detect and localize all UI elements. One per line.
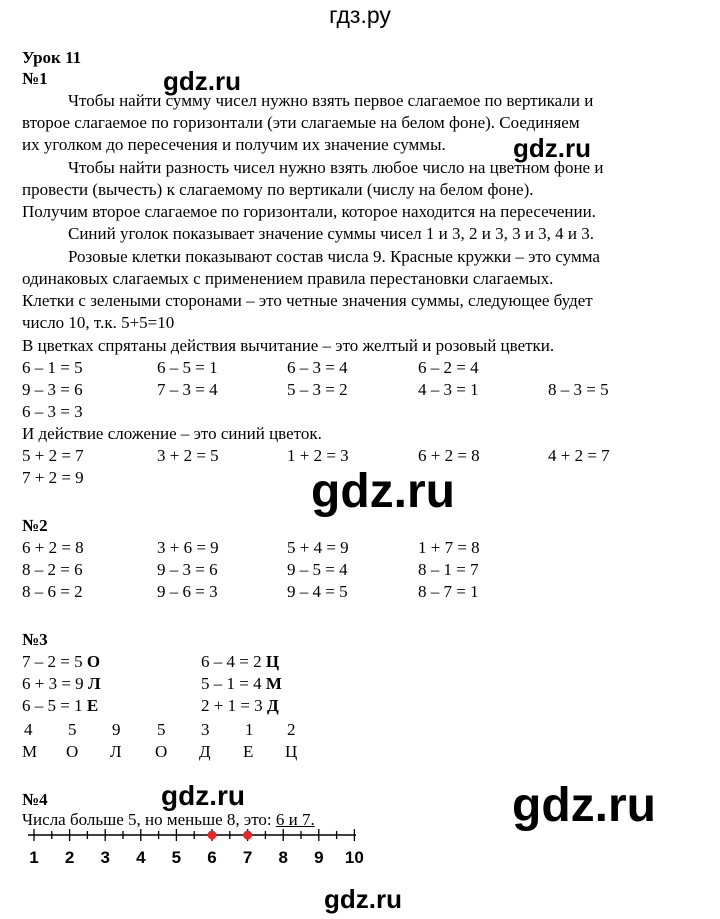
task1-label: №1 — [22, 69, 48, 88]
watermark-4: gdz.ru — [161, 780, 245, 811]
add-eq: 6 + 2 = 8 — [418, 446, 480, 465]
task1-line-7: Синий уголок показывает значение суммы чисел 1 и 3, 2 и 3, 3 и 3, 4 и 3. — [68, 224, 595, 243]
task2-eq: 3 + 6 = 9 — [157, 538, 219, 557]
watermark-3: gdz.ru — [311, 465, 455, 518]
site-header: гдз.ру — [329, 2, 391, 28]
task2-eq: 9 – 5 = 4 — [287, 560, 348, 579]
task2-eq: 8 – 6 = 2 — [22, 582, 83, 601]
watermark-5: gdz.ru — [512, 779, 656, 832]
task3-eq — [201, 674, 282, 694]
task3-eq-text: 7 – 2 = 5 — [22, 652, 83, 671]
task3-eq — [201, 696, 279, 716]
task1-line-8: Розовые клетки показывают состав числа 9. Красные кружки – это сумма — [68, 247, 600, 266]
cipher-letter: О — [66, 742, 79, 761]
number-line-label: 7 — [242, 848, 253, 867]
cipher-digit: 2 — [287, 720, 296, 739]
task1-line-6: Получим второе слагаемое по горизонтали, которое находится на пересечении. — [22, 202, 596, 221]
cipher-letter: М — [22, 742, 38, 761]
number-line-label: 3 — [100, 848, 110, 867]
sub-eq: 8 – 3 = 5 — [548, 380, 609, 399]
task2-label: №2 — [22, 516, 48, 535]
task1-line-2: второе слагаемое по горизонтали (эти слагаемые на белом фоне). Соединяем — [22, 113, 580, 132]
sub-eq: 6 – 5 = 1 — [157, 358, 218, 377]
task1-line-1: Чтобы найти сумму чисел нужно взять первое слагаемое по вертикали и — [68, 91, 594, 110]
task2-eq: 1 + 7 = 8 — [418, 538, 480, 557]
task3-eq — [22, 674, 101, 694]
cipher-digit: 5 — [68, 720, 77, 739]
task2-eq: 9 – 6 = 3 — [157, 582, 218, 601]
task3-letter: О — [86, 652, 101, 671]
task1-line-9: одинаковых слагаемых с применением правила перестановки слагаемых. — [22, 269, 554, 288]
number-line-label: 1 — [29, 848, 39, 867]
sub-eq: 6 – 2 = 4 — [418, 358, 479, 377]
sub-eq: 6 – 3 = 3 — [22, 402, 83, 421]
task3-letter: М — [265, 674, 282, 693]
add-eq: 7 + 2 = 9 — [22, 468, 84, 487]
task2-eq: 8 – 2 = 6 — [22, 560, 83, 579]
sub-eq: 4 – 3 = 1 — [418, 380, 479, 399]
number-line-label: 8 — [278, 848, 288, 867]
add-eq: 4 + 2 = 7 — [548, 446, 610, 465]
cipher-letter: Ц — [285, 742, 298, 761]
cipher-digit: 3 — [201, 720, 210, 739]
task1-line-11: число 10, т.к. 5+5=10 — [22, 313, 175, 332]
task2-eq: 9 – 3 = 6 — [157, 560, 218, 579]
task3-label: №3 — [22, 630, 48, 649]
add-eq: 5 + 2 = 7 — [22, 446, 84, 465]
task3-letter: Д — [266, 696, 279, 715]
task1-line-12: В цветках спрятаны действия вычитание – это желтый и розовый цветки. — [22, 336, 555, 355]
cipher-digit: 1 — [245, 720, 254, 739]
add-intro: И действие сложение – это синий цветок. — [22, 424, 322, 443]
number-line-label: 4 — [136, 848, 146, 867]
number-line-label: 10 — [344, 848, 364, 867]
number-line-label: 9 — [314, 848, 324, 867]
cipher-digit: 9 — [112, 720, 121, 739]
task3-eq-text: 6 + 3 = 9 — [22, 674, 84, 693]
task4-question: Числа больше 5, но меньше 8, это: — [22, 810, 272, 829]
watermark-6: gdz.ru — [324, 884, 402, 914]
cipher-letter: Д — [199, 742, 211, 761]
task2-eq: 8 – 7 = 1 — [418, 582, 479, 601]
task1-line-5: провести (вычесть) к слагаемому по вертикали (числу на белом фоне). — [22, 180, 534, 199]
sub-eq: 9 – 3 = 6 — [22, 380, 83, 399]
cipher-letter: О — [155, 742, 168, 761]
sub-eq: 7 – 3 = 4 — [157, 380, 218, 399]
task3-letter: Л — [87, 674, 101, 693]
task1-line-3: их уголком до пересечения и получим их значение суммы. — [22, 135, 446, 154]
cipher-letter: Л — [110, 742, 122, 761]
task3-eq — [22, 652, 100, 672]
cipher-digit: 4 — [24, 720, 33, 739]
task3-eq — [201, 652, 279, 672]
number-line-label: 2 — [64, 848, 75, 867]
task4-answer: 6 и 7. — [275, 810, 315, 829]
number-line-label: 5 — [171, 848, 182, 867]
task3-eq-text: 2 + 1 = 3 — [201, 696, 263, 715]
add-eq: 1 + 2 = 3 — [287, 446, 349, 465]
watermark-1: gdz.ru — [163, 66, 241, 96]
task2-eq: 6 + 2 = 8 — [22, 538, 84, 557]
task3-letter: Ц — [265, 652, 280, 671]
add-eq: 3 + 2 = 5 — [157, 446, 219, 465]
sub-eq: 5 – 3 = 2 — [287, 380, 348, 399]
task1-line-10: Клетки с зелеными сторонами – это четные значения суммы, следующее будет — [22, 291, 593, 310]
task3-eq-text: 6 – 4 = 2 — [201, 652, 262, 671]
task2-eq: 8 – 1 = 7 — [418, 560, 479, 579]
task3-eq-text: 6 – 5 = 1 — [22, 696, 83, 715]
task3-eq — [22, 696, 98, 716]
task3-letter: Е — [86, 696, 99, 715]
watermark-2: gdz.ru — [513, 133, 591, 163]
task3-eq-text: 5 – 1 = 4 — [201, 674, 262, 693]
cipher-digit: 5 — [157, 720, 166, 739]
task2-eq: 5 + 4 = 9 — [287, 538, 349, 557]
sub-eq: 6 – 3 = 4 — [287, 358, 348, 377]
number-line-marker — [243, 831, 252, 840]
sub-eq: 6 – 1 = 5 — [22, 358, 83, 377]
number-line-marker — [208, 831, 217, 840]
number-line-label: 6 — [207, 848, 217, 867]
cipher-letter: Е — [243, 742, 254, 761]
task2-eq: 9 – 4 = 5 — [287, 582, 348, 601]
task4-label: №4 — [22, 790, 48, 809]
task1-line-4: Чтобы найти разность чисел нужно взять любое число на цветном фоне и — [68, 158, 604, 177]
lesson-title: Урок 11 — [22, 48, 82, 67]
